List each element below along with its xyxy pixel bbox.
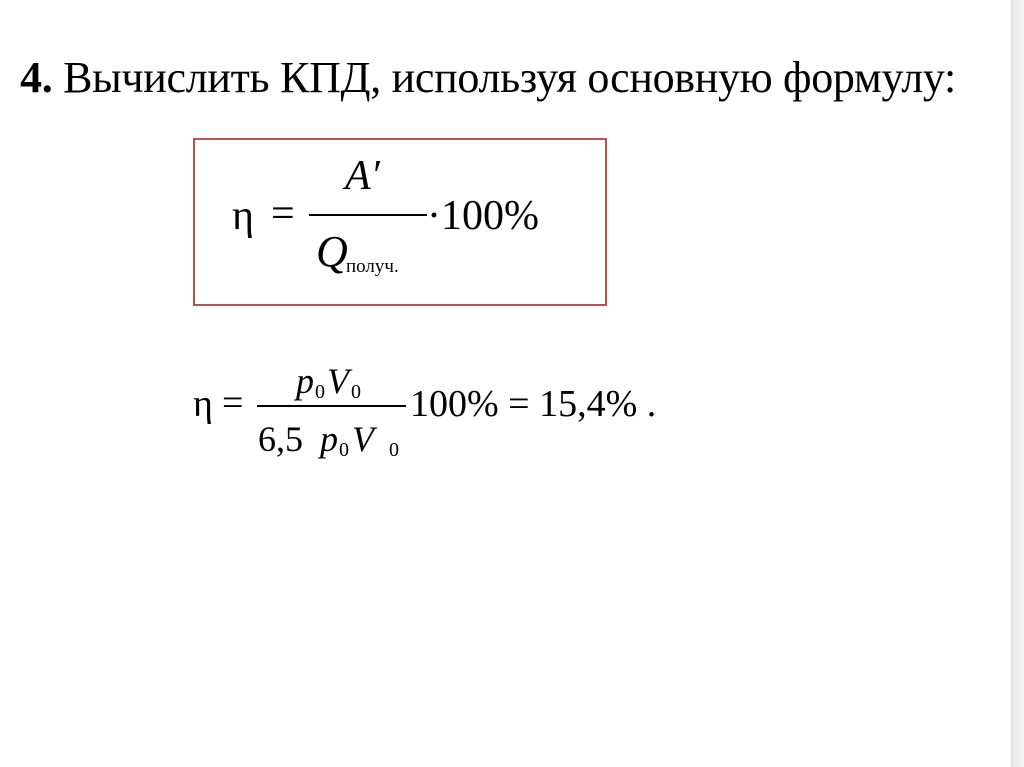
task-heading (20, 52, 956, 104)
task-number: 4. (20, 53, 53, 102)
calc-numerator-v: V (327, 361, 349, 401)
main-formula-equals: = (271, 191, 295, 237)
main-formula-box (193, 138, 607, 306)
calc-formula-eta: η (193, 383, 213, 425)
calc-numerator-p: p (296, 361, 314, 401)
calc-result: 100% = 15,4% . (410, 383, 657, 425)
calc-denominator-v-subscript: 0 (389, 439, 399, 461)
calc-denominator-v: V (352, 419, 374, 459)
main-formula-multiplier: ·100% (427, 193, 539, 239)
main-formula-eta: η (232, 193, 254, 239)
main-formula-denominator: Q (316, 227, 348, 276)
main-formula-denominator-subscript: получ. (346, 256, 399, 277)
calc-fraction-bar (257, 405, 406, 407)
page-right-edge (1011, 0, 1024, 767)
calc-formula-equals: = (222, 382, 244, 424)
calc-denominator-p-subscript: 0 (339, 439, 349, 461)
calc-denominator-p: p (320, 419, 338, 459)
calc-denominator-coefficient: 6,5 (258, 419, 303, 459)
calc-numerator-v-subscript: 0 (351, 381, 361, 403)
main-formula-numerator: A′ (345, 153, 380, 199)
calc-numerator-p-subscript: 0 (315, 381, 325, 403)
main-formula-fraction-bar (309, 214, 427, 216)
task-text: Вычислить КПД, используя основную формулу: (63, 53, 956, 102)
